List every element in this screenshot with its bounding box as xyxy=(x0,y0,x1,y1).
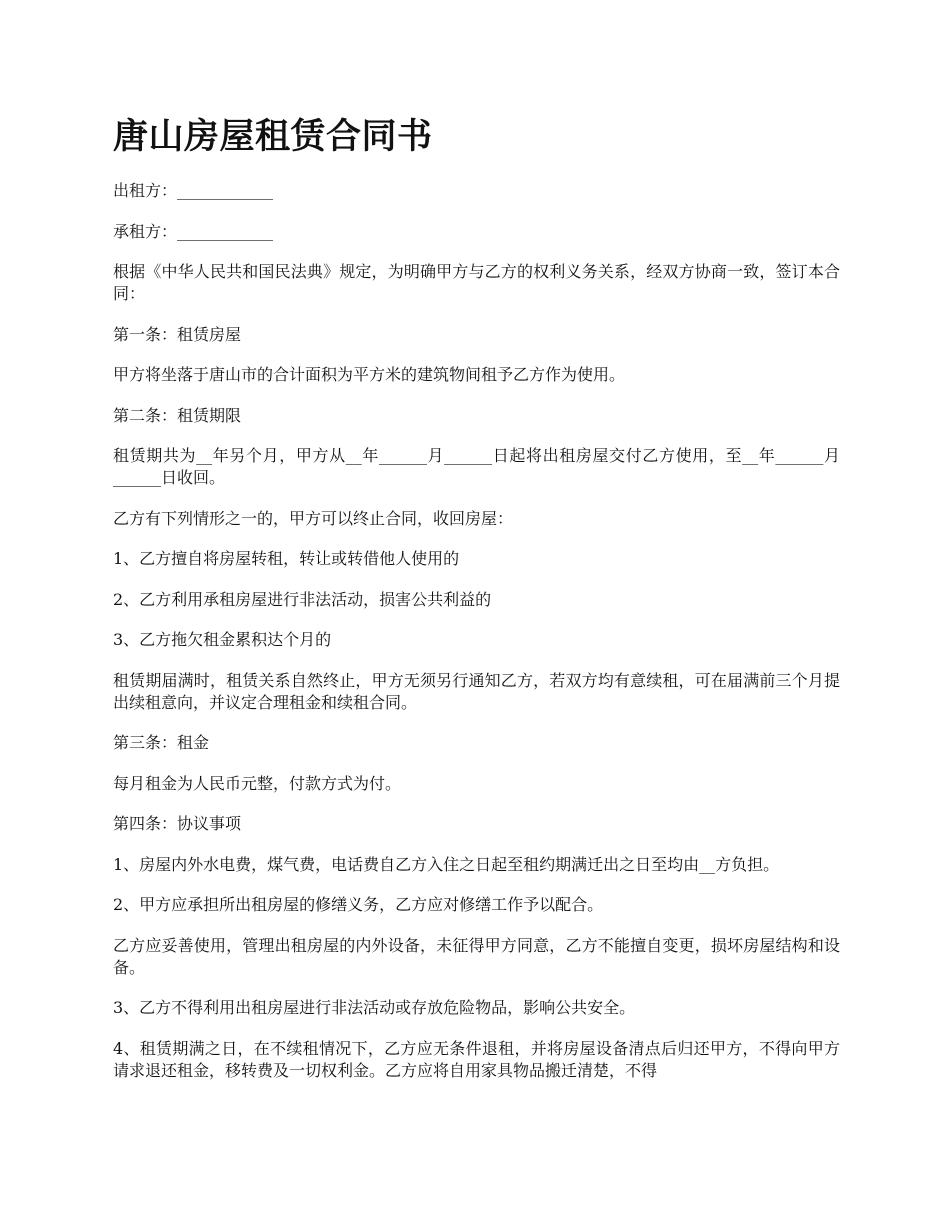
equipment-care-paragraph: 乙方应妥善使用，管理出租房屋的内外设备，未征得甲方同意，乙方不能擅自变更，损坏房屋结构和设备。 xyxy=(113,935,840,977)
agreement-item-2: 2、甲方应承担所出租房屋的修缮义务，乙方应对修缮工作予以配合。 xyxy=(113,895,604,914)
termination-item-3: 3、乙方拖欠租金累积达个月的 xyxy=(113,630,332,649)
agreement-item-1: 1、房屋内外水电费，煤气费，电话费自乙方入住之日起至租约期满迁出之日至均由__方负担。 xyxy=(113,854,780,874)
article-3-heading: 第三条：租金 xyxy=(113,733,210,752)
article-4-heading: 第四条：协议事项 xyxy=(113,814,242,833)
article-1-body: 甲方将坐落于唐山市的合计面积为平方米的建筑物间租予乙方作为使用。 xyxy=(113,365,626,384)
rent-paragraph: 每月租金为人民币元整，付款方式为付。 xyxy=(113,773,402,793)
preamble-paragraph: 根据《中华人民共和国民法典》规定，为明确甲方与乙方的权利义务关系，经双方协商一致，签订本合同： xyxy=(113,262,840,303)
lessor-line: 出租方：____________ xyxy=(113,181,274,200)
agreement-item-4: 4、租赁期满之日，在不续租情况下，乙方应无条件退租，并将房屋设备清点后归还甲方，不得向甲方请求退还租金，移转费及一切权利金。乙方应将自用家具物品搬迁清楚，不得 xyxy=(113,1038,840,1080)
article-2-heading: 第二条：租赁期限 xyxy=(113,405,242,425)
termination-item-2: 2、乙方利用承租房屋进行非法活动，损害公共利益的 xyxy=(113,589,492,609)
termination-intro-paragraph: 乙方有下列情形之一的，甲方可以终止合同，收回房屋： xyxy=(113,508,514,528)
termination-item-1: 1、乙方擅自将房屋转租，转让或转借他人使用的 xyxy=(113,549,460,568)
article-1-heading: 第一条：租赁房屋 xyxy=(113,324,242,344)
document-page xyxy=(113,112,840,1100)
lease-term-paragraph: 租赁期共为__年另个月，甲方从__年______月______日起将出租房屋交付乙方使用，至__年______月______日收回。 xyxy=(113,446,840,487)
agreement-item-3: 3、乙方不得利用出租房屋进行非法活动或存放危险物品，影响公共安全。 xyxy=(113,998,636,1017)
lease-expiry-paragraph: 租赁期届满时，租赁关系自然终止，甲方无须另行通知乙方，若双方均有意续租，可在届满前三个月提出续租意向，并议定合理租金和续租合同。 xyxy=(113,670,840,712)
document-title: 唐山房屋租赁合同书 xyxy=(113,116,433,157)
lessee-line: 承租方：____________ xyxy=(113,221,274,241)
